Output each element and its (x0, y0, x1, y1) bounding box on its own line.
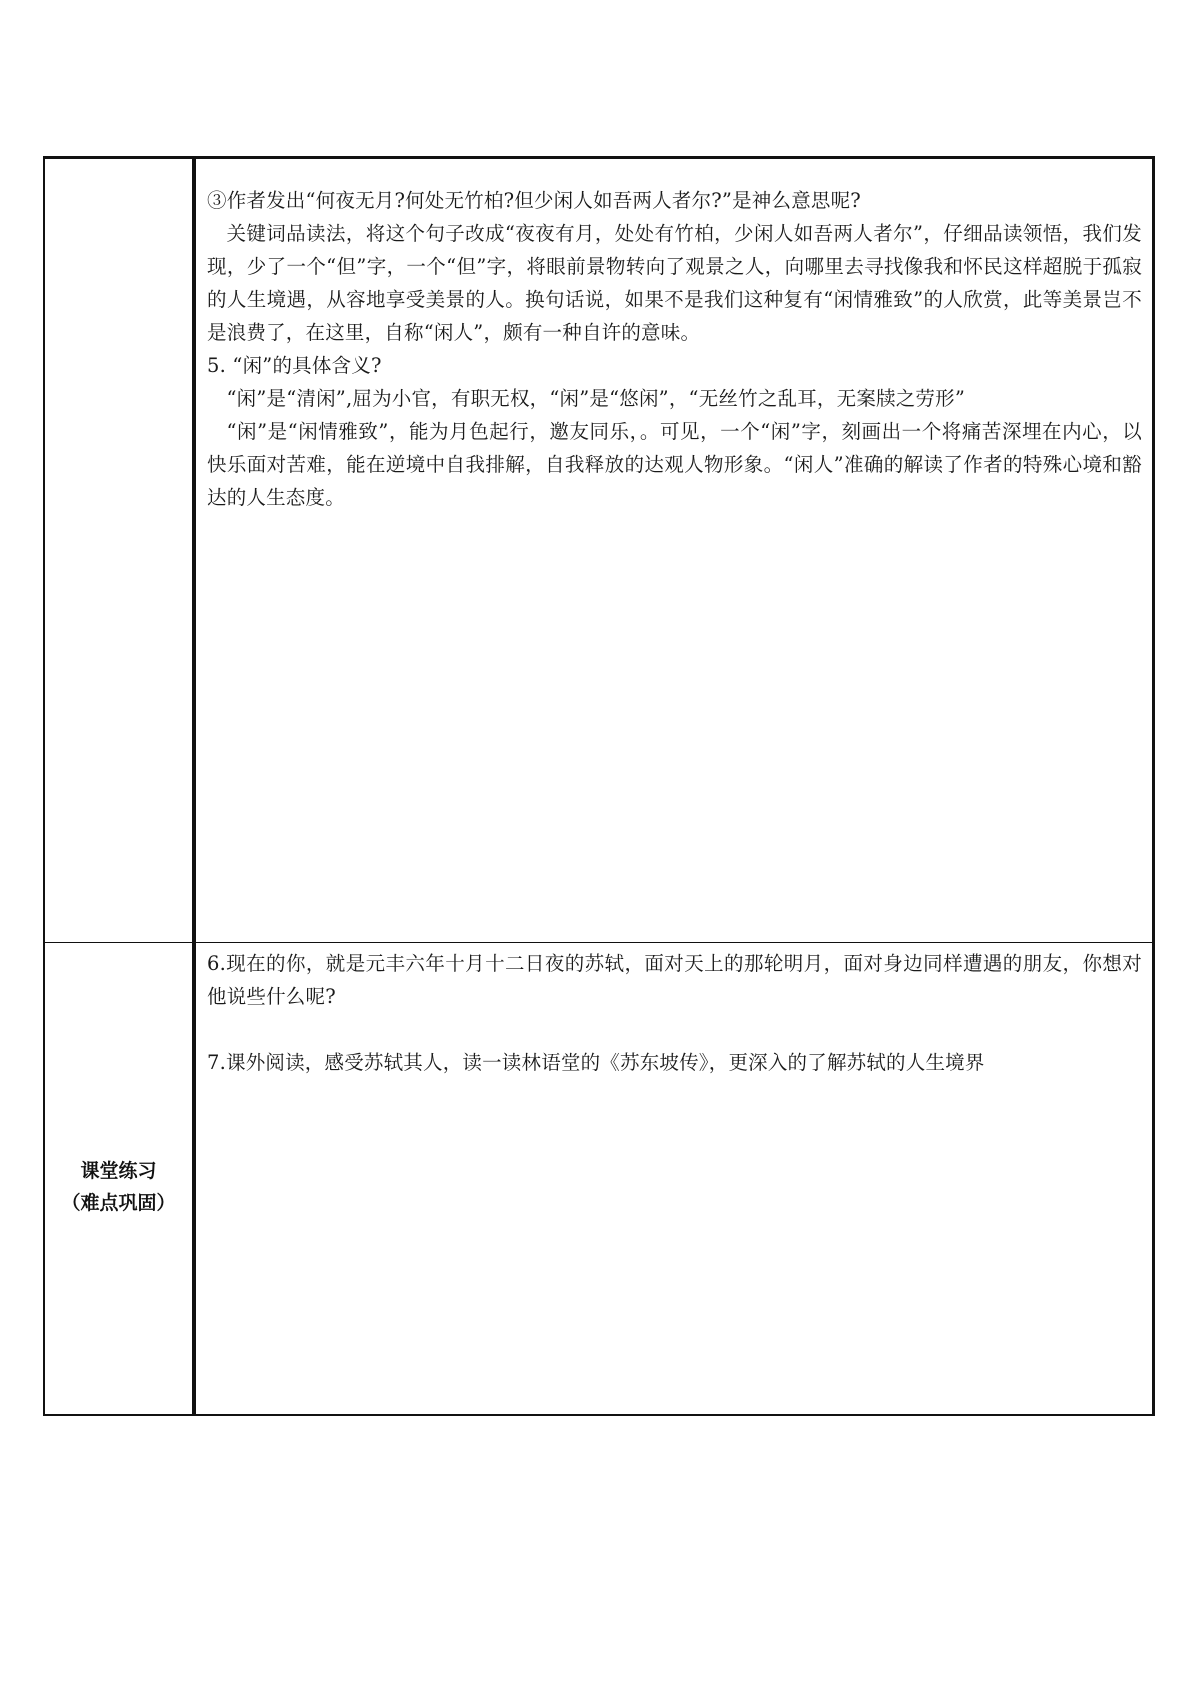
row-content-cell (194, 943, 1154, 1416)
question-3-paragraph: ③作者发出“何夜无月?何处无竹柏?但少闲人如吾两人者尔?”是神么意思呢? (207, 189, 861, 212)
blank-line (207, 1013, 1142, 1046)
table-row (44, 158, 1154, 943)
meaning-paragraph-1: “闲”是“清闲”,屈为小官，有职无权，“闲”是“悠闲”，“无丝竹之乱耳，无案牍之劳形” (226, 387, 965, 410)
row-content-cell (194, 158, 1154, 943)
exercise-7: 7.课外阅读，感受苏轼其人，读一读林语堂的《苏东坡传》，更深入的了解苏轼的人生境界 (207, 1051, 985, 1074)
meaning-paragraph-2: “闲”是“闲情雅致”，能为月色起行，邀友同乐，。可见，一个“闲”字，刻画出一个将痛苦深埋在内心，以快乐面对苦难，能在逆境中自我排解，自我释放的达观人物形象。“闲人”准确的解读了作者的特殊心境和豁达的人生态度。 (207, 420, 1142, 509)
keyword-analysis-paragraph: 关键词品读法，将这个句子改成“夜夜有月，处处有竹柏，少闲人如吾两人者尔”，仔细品读领悟，我们发现，少了一个“但”字，一个“但”字，将眼前景物转向了观景之人，向哪里去寻找像我和怀民这样超脱于孤寂的人生境遇，从容地享受美景的人。换句话说，如果不是我们这种复有“闲情雅致”的人欣赏，此等美景岂不是浪费了，在这里，自称“闲人”，颇有一种自许的意味。 (207, 222, 1142, 344)
content-block (196, 159, 1152, 514)
exercise-6: 6.现在的你，就是元丰六年十月十二日夜的苏轼，面对天上的那轮明月，面对身边同样遭遇的朋友，你想对他说些什么呢? (207, 952, 1142, 1008)
section-label-subtitle: （难点巩固） (61, 1191, 176, 1214)
section-label-title: 课堂练习 (80, 1159, 157, 1182)
row-label-cell (44, 943, 194, 1416)
table-row (44, 943, 1154, 1416)
section-label (61, 1155, 175, 1219)
row-label-cell (44, 158, 194, 943)
content-block (196, 943, 1152, 1079)
lesson-plan-table (43, 156, 1155, 1416)
question-5-heading: 5. “闲”的具体含义? (207, 354, 382, 377)
